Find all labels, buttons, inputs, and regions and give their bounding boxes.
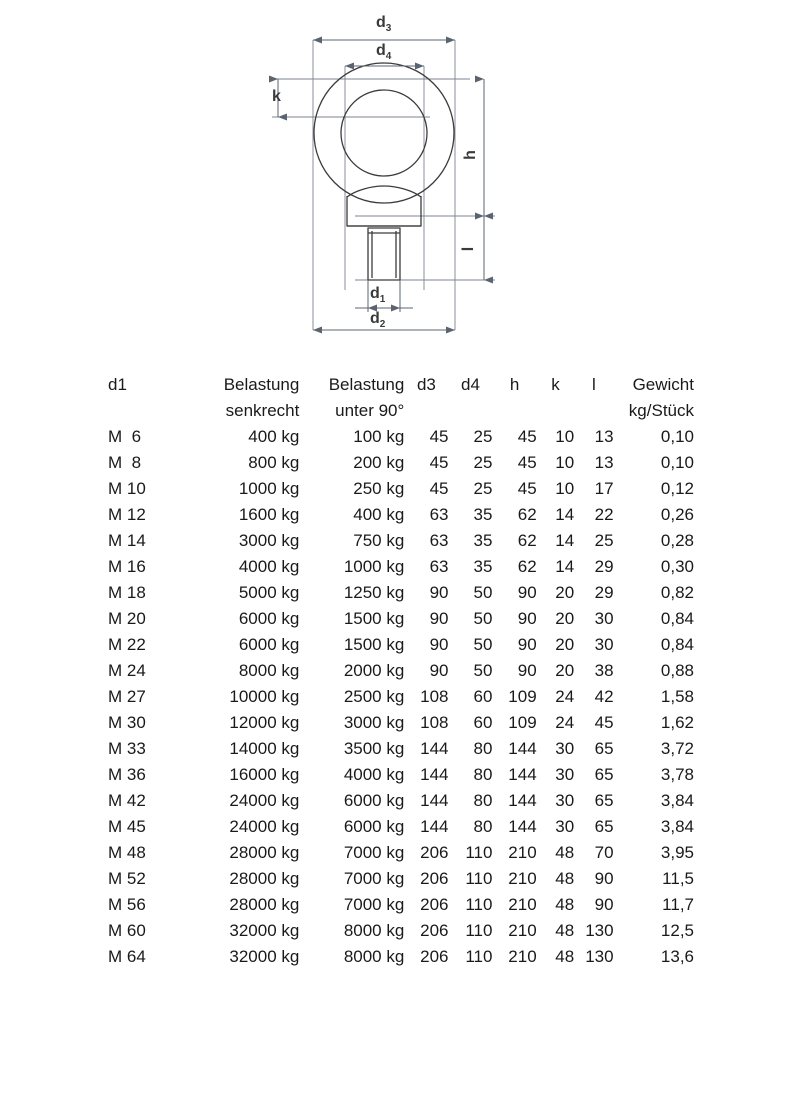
eye-bolt-drawing-svg xyxy=(0,0,800,355)
cell-h: 62 xyxy=(517,505,537,524)
cell-h: 90 xyxy=(517,583,537,602)
table-header xyxy=(100,372,700,424)
table-row xyxy=(100,658,700,684)
cell-l: 22 xyxy=(594,505,614,524)
cell-weight: 0,26 xyxy=(660,505,694,524)
cell-thread-size: M 60 xyxy=(108,921,146,940)
cell-weight: 0,10 xyxy=(660,453,694,472)
column-header-load-90deg: Belastung xyxy=(328,375,405,394)
cell-d4: 110 xyxy=(465,921,493,940)
cell-thread-size: M 20 xyxy=(108,609,146,628)
cell-thread-size: M 22 xyxy=(108,635,146,654)
cell-weight: 3,84 xyxy=(660,791,694,810)
cell-weight: 0,88 xyxy=(660,661,694,680)
cell-load-90deg: 100 kg xyxy=(353,427,405,446)
cell-thread-size: M 10 xyxy=(108,479,146,498)
cell-d4: 25 xyxy=(473,453,493,472)
cell-h: 210 xyxy=(508,843,537,862)
dimension-label-d4: $d_4$ xyxy=(376,42,392,63)
column-header-load-vertical: Belastung xyxy=(223,375,300,394)
cell-weight: 0,82 xyxy=(660,583,694,602)
cell-d4: 110 xyxy=(465,895,493,914)
cell-thread-size: M 14 xyxy=(108,531,146,550)
cell-d3: 206 xyxy=(420,947,449,966)
cell-h: 90 xyxy=(517,661,537,680)
table-row xyxy=(100,502,700,528)
cell-d3: 206 xyxy=(420,921,449,940)
dimension-label-d3: $d_3$ xyxy=(376,14,392,35)
cell-load-90deg: 1500 kg xyxy=(343,609,405,628)
table-row xyxy=(100,762,700,788)
table-row xyxy=(100,424,700,450)
cell-d3: 90 xyxy=(429,609,449,628)
cell-h: 210 xyxy=(508,921,537,940)
cell-k: 20 xyxy=(555,609,575,628)
cell-h: 62 xyxy=(517,531,537,550)
eye-bolt-specification-table xyxy=(100,372,700,970)
column-subheader-d1 xyxy=(100,398,190,424)
cell-thread-size: M 12 xyxy=(108,505,146,524)
table-row xyxy=(100,918,700,944)
cell-load-90deg: 1250 kg xyxy=(343,583,405,602)
eye-bolt-body xyxy=(314,63,454,280)
column-header-d1: d1 xyxy=(108,375,127,394)
cell-weight: 0,10 xyxy=(660,427,694,446)
cell-h: 109 xyxy=(508,687,537,706)
cell-thread-size: M 45 xyxy=(108,817,146,836)
cell-load-90deg: 4000 kg xyxy=(343,765,405,784)
column-subheader-l xyxy=(574,398,613,424)
cell-d3: 144 xyxy=(420,765,449,784)
cell-load-vertical: 32000 kg xyxy=(229,947,300,966)
cell-load-90deg: 8000 kg xyxy=(343,921,405,940)
table-header-row-primary xyxy=(100,372,700,398)
cell-d3: 108 xyxy=(420,713,449,732)
cell-h: 210 xyxy=(508,947,537,966)
cell-weight: 1,58 xyxy=(660,687,694,706)
cell-h: 144 xyxy=(508,817,537,836)
cell-load-vertical: 12000 kg xyxy=(229,713,300,732)
cell-d4: 80 xyxy=(473,817,493,836)
dimension-label-k: k xyxy=(272,88,281,105)
table-row xyxy=(100,632,700,658)
table-row xyxy=(100,736,700,762)
cell-d4: 110 xyxy=(465,869,493,888)
cell-l: 17 xyxy=(594,479,614,498)
cell-d4: 35 xyxy=(473,505,493,524)
table-row xyxy=(100,450,700,476)
cell-load-vertical: 28000 kg xyxy=(229,895,300,914)
technical-drawing xyxy=(0,0,800,355)
cell-d4: 110 xyxy=(465,947,493,966)
cell-h: 210 xyxy=(508,869,537,888)
cell-h: 45 xyxy=(517,427,537,446)
cell-load-90deg: 250 kg xyxy=(353,479,405,498)
cell-load-90deg: 1500 kg xyxy=(343,635,405,654)
cell-load-vertical: 14000 kg xyxy=(229,739,300,758)
cell-l: 29 xyxy=(594,583,614,602)
cell-k: 24 xyxy=(555,713,575,732)
cell-d4: 80 xyxy=(473,791,493,810)
column-subheader-load-vertical: senkrecht xyxy=(225,401,300,420)
column-header-d4: d4 xyxy=(461,375,480,394)
cell-weight: 0,84 xyxy=(660,635,694,654)
cell-weight: 0,30 xyxy=(660,557,694,576)
cell-d4: 50 xyxy=(473,661,493,680)
table-row xyxy=(100,866,700,892)
cell-load-90deg: 2000 kg xyxy=(343,661,405,680)
cell-thread-size: M 33 xyxy=(108,739,146,758)
cell-load-vertical: 8000 kg xyxy=(238,661,300,680)
cell-weight: 0,12 xyxy=(660,479,694,498)
cell-k: 10 xyxy=(555,453,575,472)
cell-weight: 11,5 xyxy=(662,869,694,888)
cell-k: 48 xyxy=(555,869,575,888)
cell-weight: 3,84 xyxy=(660,817,694,836)
table-row xyxy=(100,580,700,606)
table-row xyxy=(100,684,700,710)
cell-d3: 90 xyxy=(429,583,449,602)
cell-d3: 108 xyxy=(420,687,449,706)
table-row xyxy=(100,892,700,918)
cell-thread-size: M 56 xyxy=(108,895,146,914)
cell-load-90deg: 2500 kg xyxy=(343,687,405,706)
cell-weight: 3,78 xyxy=(660,765,694,784)
cell-d3: 206 xyxy=(420,843,449,862)
cell-k: 20 xyxy=(555,635,575,654)
dimension-label-d2-subscript: 2 xyxy=(379,319,386,331)
cell-thread-size: M 42 xyxy=(108,791,146,810)
cell-l: 13 xyxy=(594,427,614,446)
cell-load-vertical: 28000 kg xyxy=(229,843,300,862)
cell-h: 144 xyxy=(508,739,537,758)
cell-k: 10 xyxy=(555,427,575,446)
cell-d3: 90 xyxy=(429,661,449,680)
cell-l: 45 xyxy=(594,713,614,732)
cell-d4: 80 xyxy=(473,765,493,784)
cell-k: 14 xyxy=(555,557,575,576)
cell-thread-size: M 48 xyxy=(108,843,146,862)
cell-load-vertical: 1600 kg xyxy=(238,505,300,524)
cell-k: 14 xyxy=(555,505,575,524)
cell-h: 144 xyxy=(508,765,537,784)
cell-l: 38 xyxy=(594,661,614,680)
cell-load-vertical: 24000 kg xyxy=(229,817,300,836)
cell-thread-size: M 16 xyxy=(108,557,146,576)
cell-l: 65 xyxy=(594,739,614,758)
cell-load-vertical: 16000 kg xyxy=(229,765,300,784)
cell-k: 48 xyxy=(555,947,575,966)
cell-weight: 3,72 xyxy=(660,739,694,758)
cell-k: 10 xyxy=(555,479,575,498)
cell-k: 48 xyxy=(555,895,575,914)
cell-l: 70 xyxy=(594,843,614,862)
dimension-label-d3-subscript: 3 xyxy=(385,23,392,35)
dimension-label-d1-subscript: 1 xyxy=(379,294,386,306)
column-header-k: k xyxy=(551,375,560,394)
cell-l: 65 xyxy=(594,817,614,836)
column-header-d3: d3 xyxy=(416,375,436,394)
cell-load-vertical: 6000 kg xyxy=(238,635,300,654)
cell-load-vertical: 32000 kg xyxy=(229,921,300,940)
cell-weight: 0,84 xyxy=(660,609,694,628)
cell-h: 90 xyxy=(517,635,537,654)
cell-h: 45 xyxy=(517,479,537,498)
cell-l: 65 xyxy=(594,765,614,784)
cell-l: 30 xyxy=(594,635,614,654)
dimension-label-d1: $d_1$ xyxy=(370,285,386,306)
cell-d4: 25 xyxy=(473,427,493,446)
column-subheader-load-90deg: unter 90° xyxy=(335,401,405,420)
cell-weight: 13,6 xyxy=(660,947,694,966)
cell-d3: 206 xyxy=(420,895,449,914)
cell-k: 24 xyxy=(555,687,575,706)
cell-d4: 25 xyxy=(473,479,493,498)
cell-h: 90 xyxy=(517,609,537,628)
cell-k: 30 xyxy=(555,791,575,810)
cell-load-90deg: 750 kg xyxy=(353,531,405,550)
table-row xyxy=(100,528,700,554)
cell-l: 25 xyxy=(594,531,614,550)
cell-thread-size: M 6 xyxy=(108,427,142,446)
cell-k: 30 xyxy=(555,739,575,758)
cell-k: 48 xyxy=(555,921,575,940)
cell-d3: 45 xyxy=(429,479,449,498)
cell-d3: 144 xyxy=(420,791,449,810)
cell-d4: 60 xyxy=(473,713,493,732)
table-row xyxy=(100,840,700,866)
cell-weight: 0,28 xyxy=(660,531,694,550)
dimension-label-d4-subscript: 4 xyxy=(385,51,392,63)
cell-l: 90 xyxy=(594,895,614,914)
table-row xyxy=(100,710,700,736)
cell-l: 13 xyxy=(594,453,614,472)
cell-l: 30 xyxy=(594,609,614,628)
table-row xyxy=(100,814,700,840)
cell-d3: 63 xyxy=(429,557,449,576)
cell-h: 109 xyxy=(508,713,537,732)
column-subheader-d4 xyxy=(449,398,493,424)
dimension-label-h: h xyxy=(461,150,479,160)
cell-weight: 1,62 xyxy=(660,713,694,732)
cell-load-90deg: 3500 kg xyxy=(343,739,405,758)
cell-thread-size: M 64 xyxy=(108,947,146,966)
column-subheader-weight-unit: kg/Stück xyxy=(628,401,694,420)
cell-thread-size: M 24 xyxy=(108,661,146,680)
cell-d3: 45 xyxy=(429,453,449,472)
table-row xyxy=(100,606,700,632)
cell-weight: 11,7 xyxy=(662,895,694,914)
cell-h: 62 xyxy=(517,557,537,576)
cell-k: 30 xyxy=(555,817,575,836)
cell-d3: 144 xyxy=(420,739,449,758)
cell-weight: 12,5 xyxy=(660,921,694,940)
cell-k: 20 xyxy=(555,661,575,680)
cell-thread-size: M 52 xyxy=(108,869,146,888)
column-subheader-d3 xyxy=(404,398,448,424)
cell-d4: 35 xyxy=(473,557,493,576)
cell-h: 45 xyxy=(517,453,537,472)
cell-thread-size: M 18 xyxy=(108,583,146,602)
cell-load-vertical: 5000 kg xyxy=(238,583,300,602)
column-header-weight: Gewicht xyxy=(632,375,694,394)
cell-load-90deg: 8000 kg xyxy=(343,947,405,966)
cell-load-vertical: 1000 kg xyxy=(238,479,300,498)
dimension-label-l: l xyxy=(460,246,478,252)
cell-k: 20 xyxy=(555,583,575,602)
cell-load-vertical: 3000 kg xyxy=(238,531,300,550)
cell-load-90deg: 3000 kg xyxy=(343,713,405,732)
cell-load-vertical: 4000 kg xyxy=(238,557,300,576)
column-header-h: h xyxy=(509,375,520,394)
cell-d4: 50 xyxy=(473,609,493,628)
cell-d4: 50 xyxy=(473,635,493,654)
cell-d4: 110 xyxy=(465,843,493,862)
cell-k: 30 xyxy=(555,765,575,784)
cell-thread-size: M 27 xyxy=(108,687,146,706)
table-row xyxy=(100,554,700,580)
cell-thread-size: M 36 xyxy=(108,765,146,784)
dimension-label-d2: $d_2$ xyxy=(370,310,386,331)
cell-k: 48 xyxy=(555,843,575,862)
cell-load-vertical: 400 kg xyxy=(248,427,300,446)
cell-h: 144 xyxy=(508,791,537,810)
cell-d3: 63 xyxy=(429,531,449,550)
column-header-l: l xyxy=(591,375,596,394)
cell-load-90deg: 7000 kg xyxy=(343,843,405,862)
table-row xyxy=(100,788,700,814)
cell-d3: 63 xyxy=(429,505,449,524)
table-row xyxy=(100,944,700,970)
cell-l: 130 xyxy=(585,921,614,940)
cell-load-90deg: 400 kg xyxy=(353,505,405,524)
cell-thread-size: M 30 xyxy=(108,713,146,732)
cell-d4: 80 xyxy=(473,739,493,758)
cell-k: 14 xyxy=(555,531,575,550)
cell-l: 90 xyxy=(594,869,614,888)
cell-load-90deg: 6000 kg xyxy=(343,791,405,810)
cell-d4: 35 xyxy=(473,531,493,550)
cell-weight: 3,95 xyxy=(660,843,694,862)
cell-l: 42 xyxy=(594,687,614,706)
cell-d3: 206 xyxy=(420,869,449,888)
cell-load-vertical: 10000 kg xyxy=(229,687,300,706)
cell-d3: 90 xyxy=(429,635,449,654)
cell-d3: 144 xyxy=(420,817,449,836)
table-row xyxy=(100,476,700,502)
cell-load-vertical: 28000 kg xyxy=(229,869,300,888)
cell-load-vertical: 6000 kg xyxy=(238,609,300,628)
column-subheader-h xyxy=(492,398,536,424)
table-header-row-secondary xyxy=(100,398,700,424)
cell-thread-size: M 8 xyxy=(108,453,142,472)
cell-load-90deg: 1000 kg xyxy=(343,557,405,576)
cell-h: 210 xyxy=(508,895,537,914)
cell-load-90deg: 7000 kg xyxy=(343,895,405,914)
cell-d3: 45 xyxy=(429,427,449,446)
cell-load-vertical: 24000 kg xyxy=(229,791,300,810)
cell-load-vertical: 800 kg xyxy=(248,453,300,472)
cell-load-90deg: 200 kg xyxy=(353,453,405,472)
cell-load-90deg: 6000 kg xyxy=(343,817,405,836)
cell-l: 130 xyxy=(585,947,614,966)
cell-l: 65 xyxy=(594,791,614,810)
cell-load-90deg: 7000 kg xyxy=(343,869,405,888)
cell-l: 29 xyxy=(594,557,614,576)
table-body xyxy=(100,424,700,970)
column-subheader-k xyxy=(537,398,575,424)
cell-d4: 50 xyxy=(473,583,493,602)
cell-d4: 60 xyxy=(473,687,493,706)
